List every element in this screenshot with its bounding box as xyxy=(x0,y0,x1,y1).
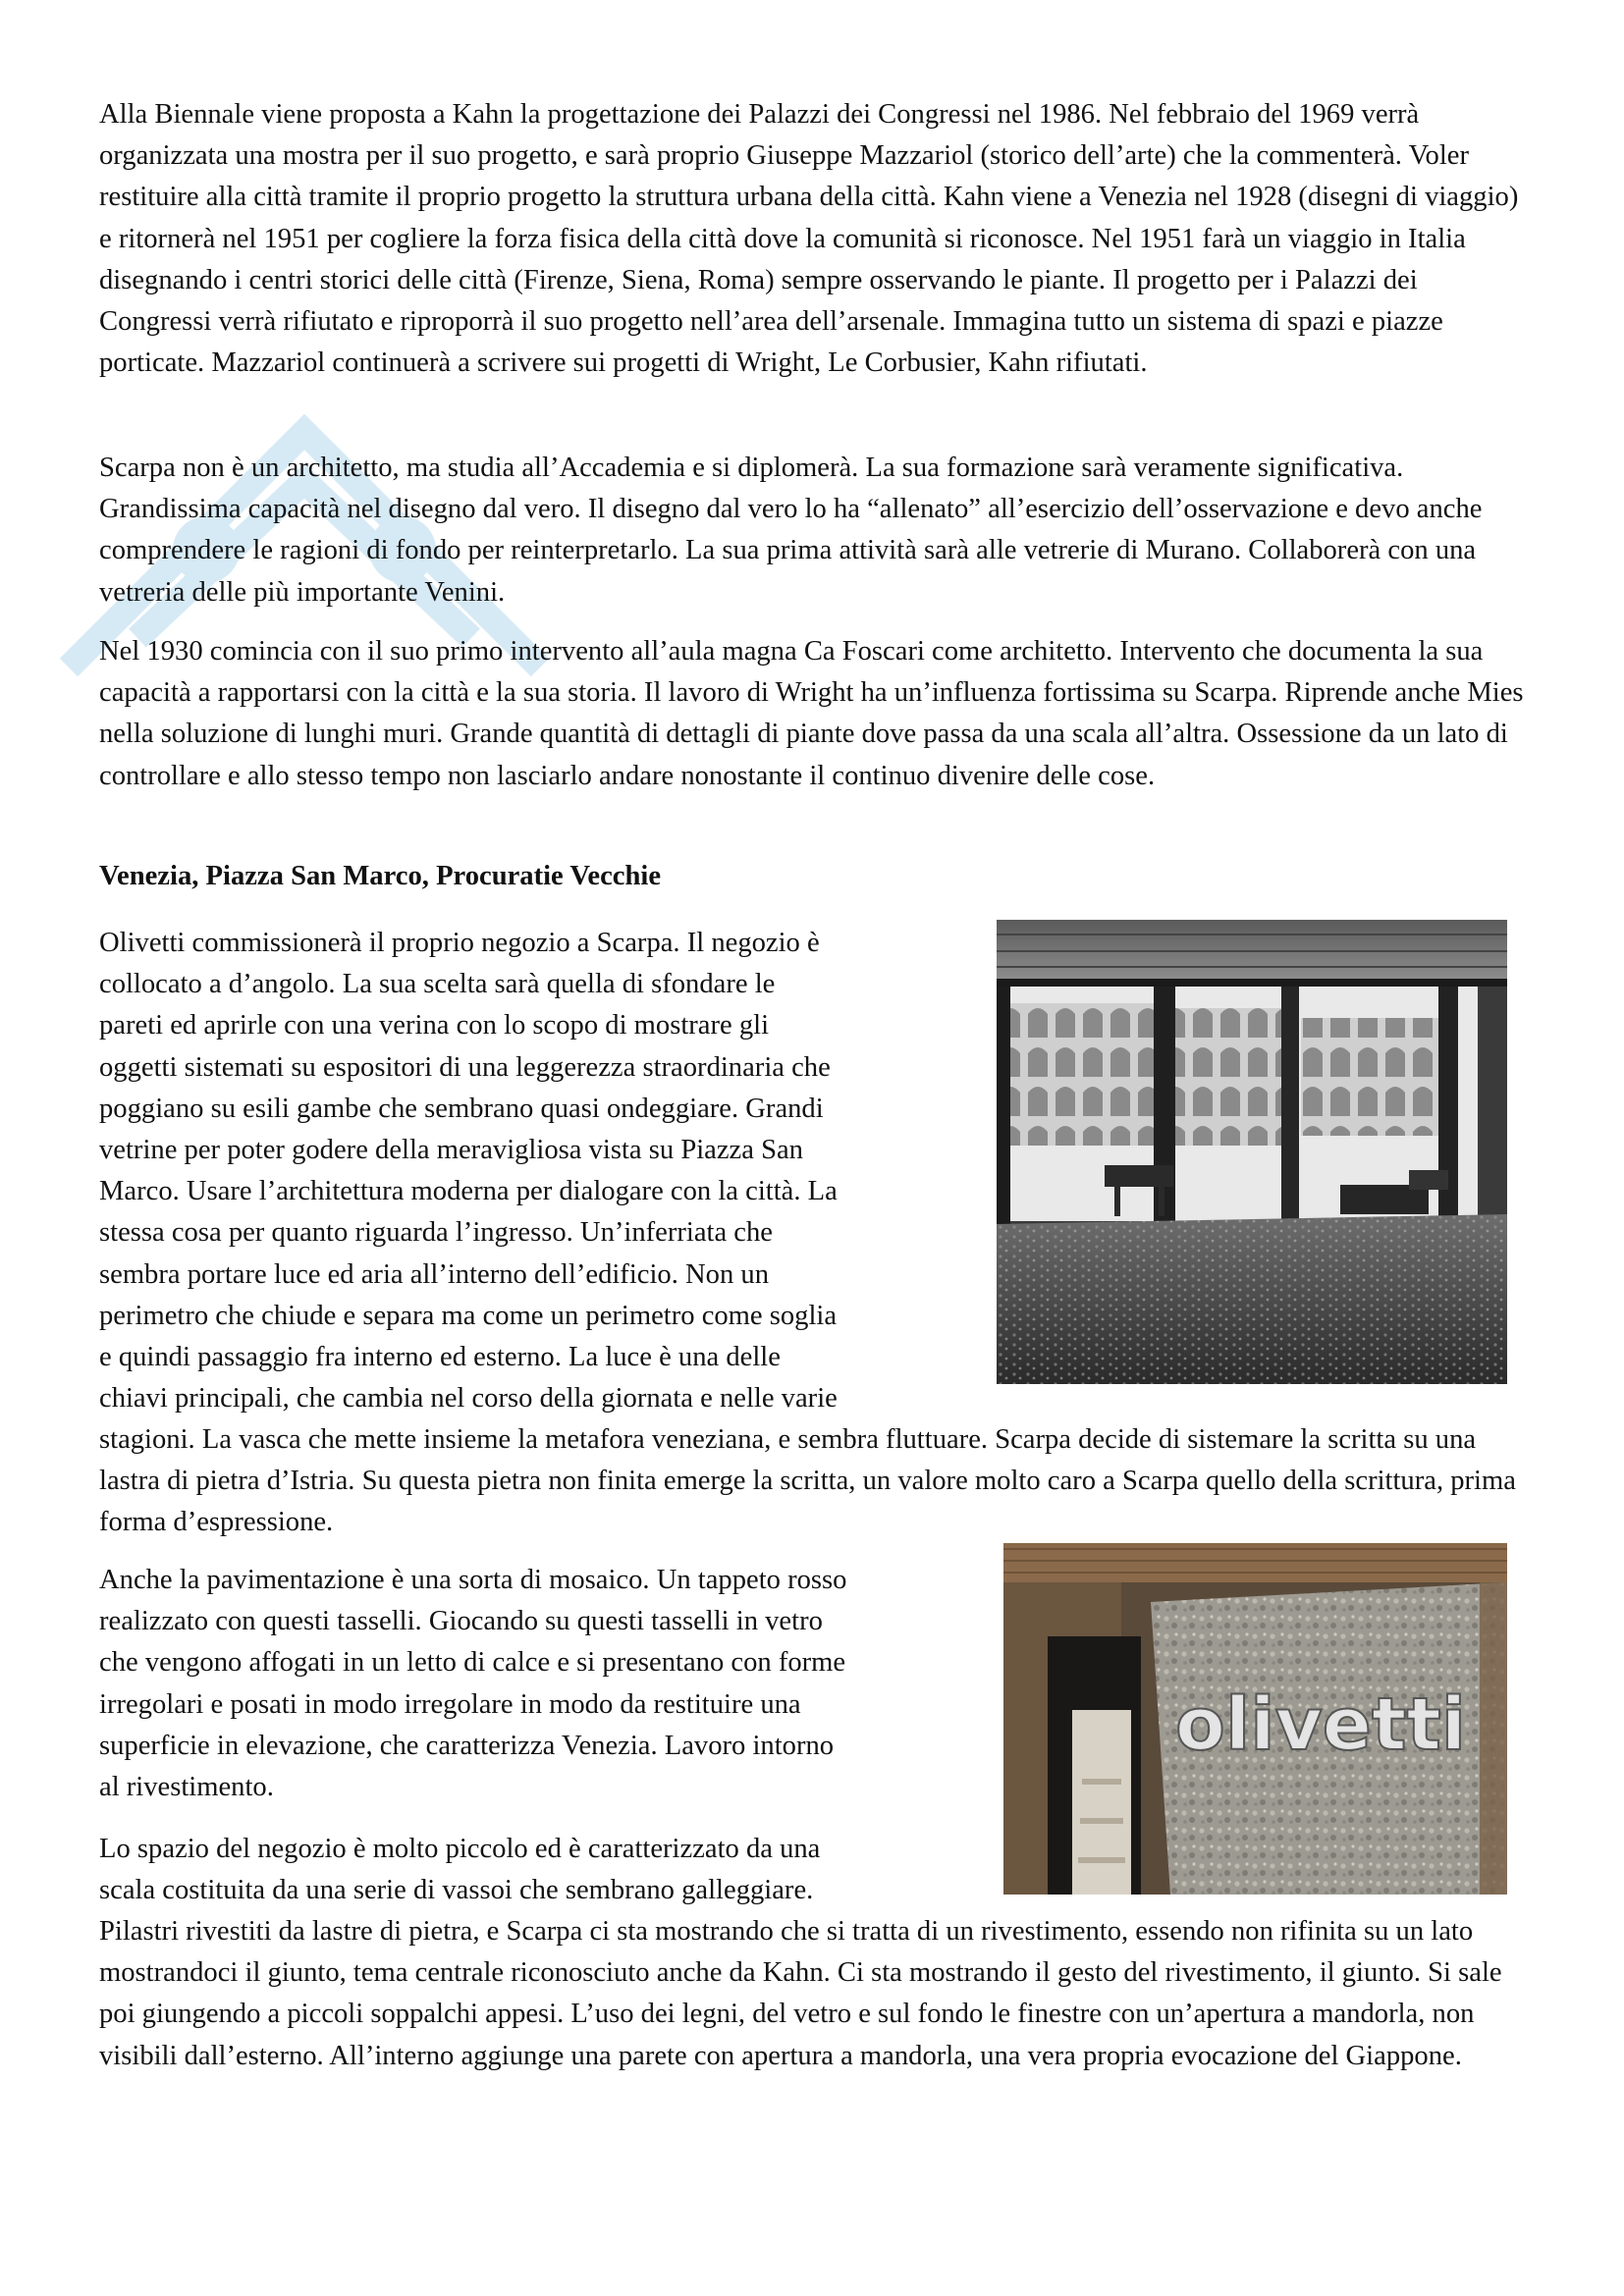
paragraph-1 xyxy=(99,94,1535,384)
showroom-photo-icon xyxy=(997,920,1507,1384)
section-heading: Venezia, Piazza San Marco, Procuratie Vecchie xyxy=(99,861,662,891)
paragraph-4-wrapped xyxy=(99,923,1002,1419)
line: oggetti sistemati su espositori di una leggerezza straordinaria che xyxy=(99,1051,831,1083)
line: perimetro che chiude e separa ma come un perimetro come soglia xyxy=(99,1300,838,1331)
paragraph-text: stagioni. La vasca che mette insieme la metafora veneziana, e sembra fluttuare. Scarpa decide di sistemare la scritta su una lastra di pietra d’Istria. Su questa pietra non finita emerge la scritta, un valore molto caro a Scarpa quello della scrittura, prima forma d’espressione. xyxy=(99,1424,1516,1538)
sign-text: olivetti xyxy=(1175,1682,1467,1767)
line: Marco. Usare l’architettura moderna per dialogare con la città. La xyxy=(99,1176,838,1207)
line: irregolari e posati in modo irregolare in modo da restituire una xyxy=(99,1688,801,1720)
paragraph-6-tail xyxy=(99,1911,1535,2077)
line: chiavi principali, che cambia nel corso della giornata e nelle varie xyxy=(99,1383,838,1415)
line: Lo spazio del negozio è molto piccolo ed è caratterizzato da una xyxy=(99,1834,821,1864)
olivetti-stone-sign-photo xyxy=(1003,1543,1507,1895)
line: Anche la pavimentazione è una sorta di mosaico. Un tappeto rosso xyxy=(99,1565,847,1595)
line: e quindi passaggio fra interno ed esterno. La luce è una delle xyxy=(99,1342,781,1373)
paragraph-text: Alla Biennale viene proposta a Kahn la progettazione dei Palazzi dei Congressi nel 1986. Nel febbraio del 1969 verrà organizzata una mostra per il suo progetto, e sarà proprio Giuseppe Mazzariol (storico dell’arte) che la commenterà. Voler restituire alla città tramite il proprio progetto la struttura urbana della città. Kahn viene a Venezia nel 1928 (disegni di viaggio) e ritornerà nel 1951 per cogliere la forza fisica della città dove la comunità si riconosce. Nel 1951 farà un viaggio in Italia disegnando i centri storici delle città (Firenze, Siena, Roma) sempre osservando le piante. Il progetto per i Palazzi dei Congressi verrà rifiutato e riproporrà il suo progetto nell’area dell’arsenale. Immagina tutto un sistema di spazi e piazze porticate. Mazzariol continuerà a scrivere sui progetti di Wright, Le Corbusier, Kahn rifiutati. xyxy=(99,99,1519,379)
line: stessa cosa per quanto riguarda l’ingresso. Un’inferriata che xyxy=(99,1217,773,1249)
paragraph-3 xyxy=(99,631,1535,797)
line: superficie in elevazione, che caratterizza Venezia. Lavoro intorno xyxy=(99,1730,835,1761)
line: sembra portare luce ed aria all’interno dell’edificio. Non un xyxy=(99,1258,769,1290)
line: realizzato con questi tasselli. Giocando su questi tasselli in vetro xyxy=(99,1606,823,1637)
line: che vengono affogati in un letto di calce e si presentano con forme xyxy=(99,1647,846,1679)
line: scala costituita da una serie di vassoi che sembrano galleggiare. xyxy=(99,1875,814,1906)
olivetti-showroom-photo xyxy=(997,920,1507,1384)
paragraph-text: Scarpa non è un architetto, ma studia all’Accademia e si diplomerà. La sua formazione sarà veramente significativa. Grandissima capacità nel disegno dal vero. Il disegno dal vero lo ha “allenato” all’esercizio dell’osservazione e devo anche comprendere le ragioni di fondo per reinterpretarlo. La sua prima attività sarà alle vetrerie di Murano. Collaborerà con una vetreria delle più importante Venini. xyxy=(99,453,1483,608)
paragraph-6-wrapped xyxy=(99,1829,1002,1911)
paragraph-4-tail xyxy=(99,1419,1535,1544)
paragraph-text: Pilastri rivestiti da lastre di pietra, e Scarpa ci sta mostrando che si tratta di un rivestimento, essendo non rifinita su un lato mostrandoci il giunto, tema centrale riconosciuto anche da Kahn. Ci sta mostrando il gesto del rivestimento, il giunto. Si sale poi giungendo a piccoli soppalchi appesi. L’uso dei legni, del vetro e sul fondo le finestre con un’apertura a mandorla, non visibili dall’esterno. All’interno aggiunge una parete con apertura a mandorla, una vera propria evocazione del Giappone. xyxy=(99,1916,1502,2071)
line: pareti ed aprirle con una verina con lo scopo di mostrare gli xyxy=(99,1010,770,1041)
stone-sign-photo-icon xyxy=(1003,1543,1507,1895)
paragraph-text: Nel 1930 comincia con il suo primo intervento all’aula magna Ca Foscari come architetto. Intervento che documenta la sua capacità a rapportarsi con la città e la sua storia. Il lavoro di Wright ha un’influenza fortissima su Scarpa. Riprende anche Mies nella soluzione di lunghi muri. Grande quantità di dettagli di piante dove passa da una scala all’altra. Ossessione da un lato di controllare e allo stesso tempo non lasciarlo andare nonostante il continuo divenire delle cose. xyxy=(99,636,1524,791)
line: vetrine per poter godere della meravigliosa vista su Piazza San xyxy=(99,1135,803,1166)
line: poggiano su esili gambe che sembrano quasi ondeggiare. Grandi xyxy=(99,1093,824,1124)
line: al rivestimento. xyxy=(99,1772,274,1803)
paragraph-2 xyxy=(99,448,1535,614)
line: collocato a d’angolo. La sua scelta sarà quella di sfondare le xyxy=(99,969,776,1000)
paragraph-5 xyxy=(99,1560,1002,1808)
line: Olivetti commissionerà il proprio negozio a Scarpa. Il negozio è xyxy=(99,928,820,958)
